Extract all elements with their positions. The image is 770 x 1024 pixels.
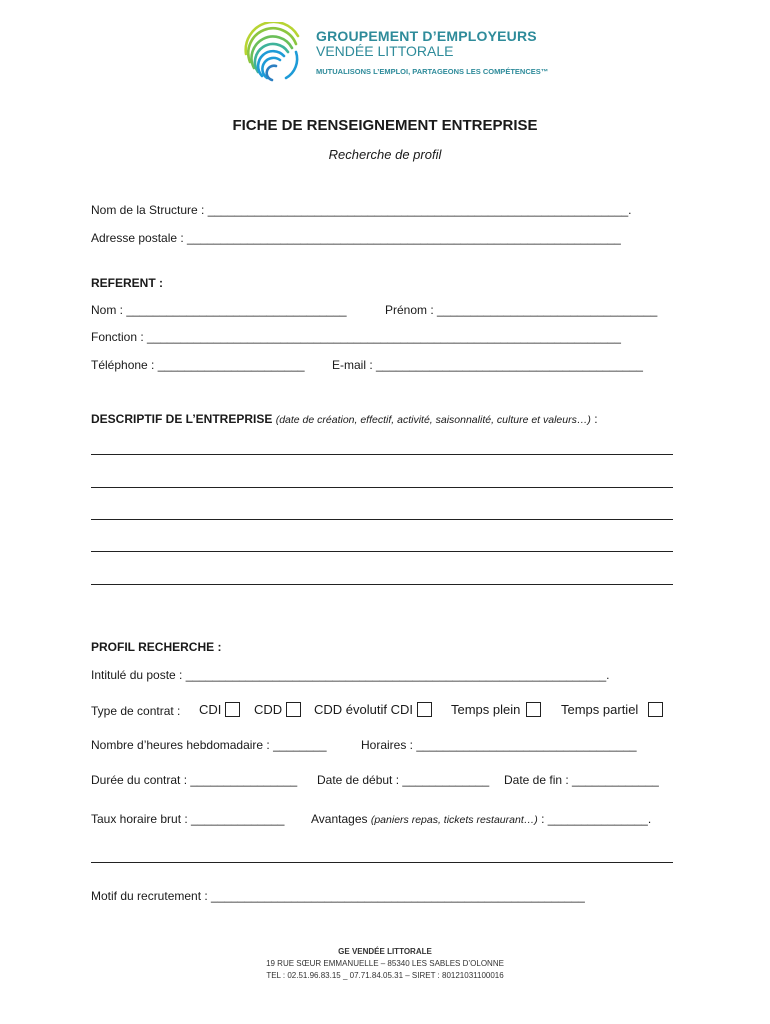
description-colon: : — [590, 412, 598, 426]
footer-address: 19 RUE SŒUR EMMANUELLE – 85340 LES SABLES D’OLONNE — [266, 959, 504, 968]
contract-type-label: Type de contrat : — [91, 704, 181, 718]
description-line[interactable] — [91, 487, 673, 488]
end-date-field[interactable]: Date de fin : _____________ — [504, 773, 659, 787]
contract-option-label: Temps partiel — [561, 702, 639, 717]
contract-option-full-time[interactable] — [451, 702, 541, 717]
contract-option-cdd-evolutif[interactable] — [314, 702, 432, 717]
benefits-extra-line[interactable] — [91, 862, 673, 863]
contract-option-cdi[interactable] — [199, 702, 240, 717]
description-line[interactable] — [91, 584, 673, 585]
description-heading-label: DESCRIPTIF DE L’ENTREPRISE — [91, 412, 273, 426]
referent-email-field[interactable]: E-mail : ________________________________________ — [332, 358, 643, 372]
structure-name-field[interactable]: Nom de la Structure : _______________________________________________________________. — [91, 203, 632, 217]
page-subtitle: Recherche de profil — [328, 147, 442, 162]
checkbox[interactable] — [286, 702, 301, 717]
job-title-field[interactable]: Intitulé du poste : _______________________________________________________________. — [91, 668, 610, 682]
contract-option-label: Temps plein — [451, 702, 521, 717]
description-line[interactable] — [91, 551, 673, 552]
weekly-hours-field[interactable]: Nombre d’heures hebdomadaire : ________ — [91, 738, 327, 752]
logo-line2: VENDÉE LITTORALE — [316, 43, 454, 59]
benefits-label: Avantages — [311, 812, 368, 826]
footer-company-name: GE VENDÉE LITTORALE — [338, 947, 432, 956]
referent-phone-field[interactable]: Téléphone : ______________________ — [91, 358, 305, 372]
description-heading — [91, 412, 598, 426]
logo-line1: GROUPEMENT D’EMPLOYEURS — [316, 28, 537, 44]
hourly-rate-field[interactable]: Taux horaire brut : ______________ — [91, 812, 285, 826]
start-date-field[interactable]: Date de début : _____________ — [317, 773, 490, 787]
postal-address-field[interactable]: Adresse postale : _________________________________________________________________ — [91, 231, 621, 245]
description-hint: (date de création, effectif, activité, saisonnalité, culture et valeurs…) — [275, 414, 591, 426]
checkbox[interactable] — [225, 702, 240, 717]
contract-option-cdd[interactable] — [254, 702, 301, 717]
benefits-hint: (paniers repas, tickets restaurant…) — [370, 814, 538, 826]
fingerprint-logo-icon — [238, 22, 308, 82]
contract-duration-field[interactable]: Durée du contrat : ________________ — [91, 773, 298, 787]
referent-function-field[interactable]: Fonction : _______________________________________________________________________ — [91, 330, 621, 344]
referent-name-field[interactable]: Nom : _________________________________ — [91, 303, 347, 317]
referent-firstname-field[interactable]: Prénom : _________________________________ — [385, 303, 658, 317]
page-title: FICHE DE RENSEIGNEMENT ENTREPRISE — [232, 117, 538, 134]
contract-option-label: CDI — [199, 702, 222, 717]
description-line[interactable] — [91, 519, 673, 520]
checkbox[interactable] — [417, 702, 432, 717]
checkbox[interactable] — [526, 702, 541, 717]
contract-option-label: CDD — [254, 702, 283, 717]
profile-heading: PROFIL RECHERCHE : — [91, 640, 222, 654]
description-line[interactable] — [91, 454, 673, 455]
schedule-field[interactable]: Horaires : _________________________________ — [361, 738, 637, 752]
contract-option-label: CDD évolutif CDI — [314, 702, 413, 717]
logo-tagline: MUTUALISONS L’EMPLOI, PARTAGEONS LES COMPÉTENCES™ — [316, 67, 549, 76]
benefits-blank: : _______________. — [537, 812, 652, 826]
referent-heading: REFERENT : — [91, 276, 163, 290]
checkbox[interactable] — [648, 702, 663, 717]
footer-contact: TEL : 02.51.96.83.15 _ 07.71.84.05.31 – SIRET : 80121031100016 — [266, 971, 504, 980]
recruitment-reason-field[interactable]: Motif du recrutement : ________________________________________________________ — [91, 889, 585, 903]
benefits-field[interactable] — [311, 812, 651, 826]
contract-option-part-time[interactable] — [561, 702, 663, 717]
